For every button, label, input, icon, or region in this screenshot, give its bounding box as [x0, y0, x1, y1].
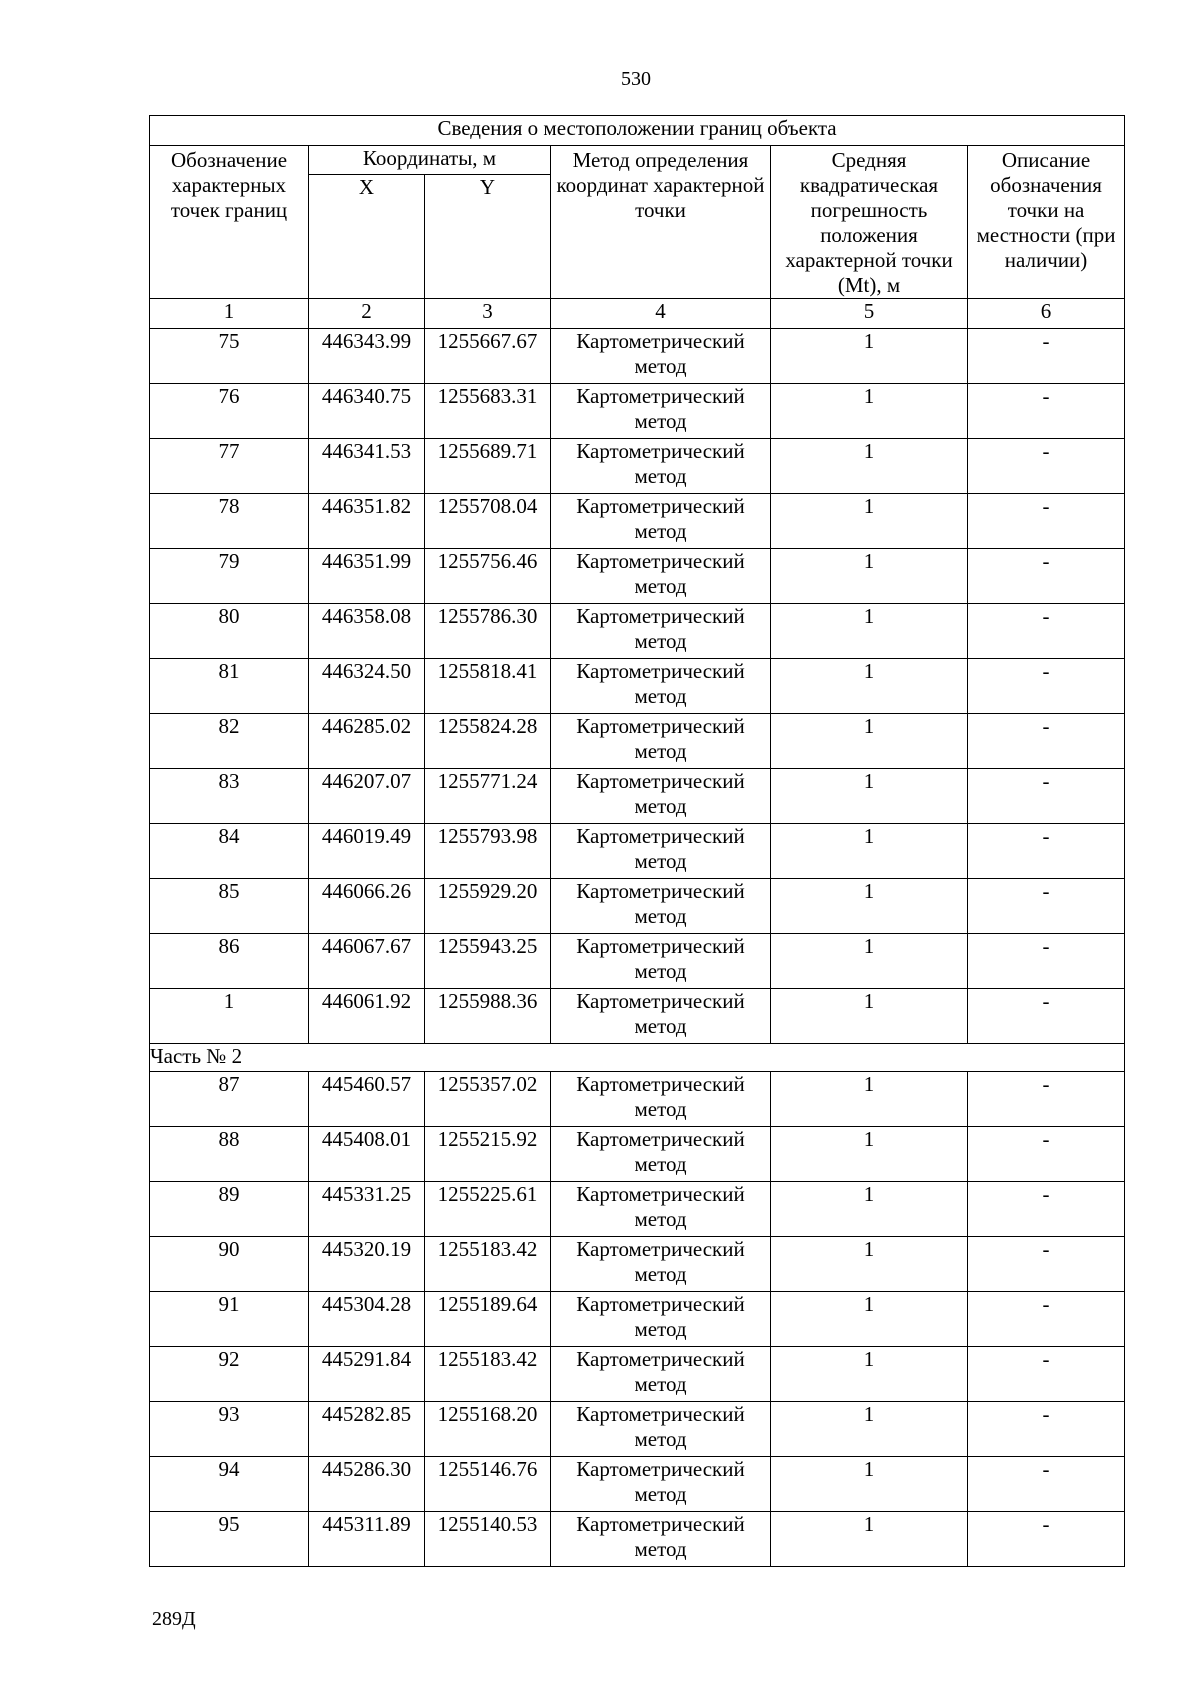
part-label-row: [150, 1044, 1125, 1072]
description-cell: -: [968, 659, 1125, 714]
point-id-cell: 88: [150, 1127, 309, 1182]
method-cell: Картометрический метод: [551, 989, 771, 1044]
table-row: [150, 494, 1125, 549]
point-id-cell: 82: [150, 714, 309, 769]
table-row: [150, 384, 1125, 439]
method-cell: Картометрический метод: [551, 1457, 771, 1512]
description-cell: -: [968, 714, 1125, 769]
table-row: [150, 1347, 1125, 1402]
mean-error-cell: 1: [771, 384, 968, 439]
description-cell: -: [968, 604, 1125, 659]
point-id-cell: 90: [150, 1237, 309, 1292]
x-coordinate-cell: 445282.85: [309, 1402, 425, 1457]
method-cell: Картометрический метод: [551, 329, 771, 384]
y-coordinate-cell: 1255824.28: [425, 714, 551, 769]
x-coordinate-cell: 446019.49: [309, 824, 425, 879]
description-cell: -: [968, 384, 1125, 439]
point-id-cell: 92: [150, 1347, 309, 1402]
description-cell: -: [968, 1237, 1125, 1292]
x-coordinate-cell: 446285.02: [309, 714, 425, 769]
mean-error-cell: 1: [771, 879, 968, 934]
table-row: [150, 714, 1125, 769]
method-cell: Картометрический метод: [551, 1292, 771, 1347]
table-title-row: [150, 116, 1125, 146]
table-row: [150, 1127, 1125, 1182]
x-coordinate-cell: 446358.08: [309, 604, 425, 659]
x-coordinate-cell: 445460.57: [309, 1072, 425, 1127]
mean-error-cell: 1: [771, 714, 968, 769]
description-cell: -: [968, 549, 1125, 604]
boundary-table: [149, 115, 1125, 1567]
x-coordinate-cell: 445304.28: [309, 1292, 425, 1347]
column-number: 1: [150, 299, 309, 329]
table-row: [150, 659, 1125, 714]
x-coordinate-cell: 445311.89: [309, 1512, 425, 1567]
method-cell: Картометрический метод: [551, 1237, 771, 1292]
table-row: [150, 1072, 1125, 1127]
table-title: Сведения о местоположении границ объекта: [150, 116, 1125, 146]
description-cell: -: [968, 1512, 1125, 1567]
header-y: Y: [425, 175, 551, 299]
point-id-cell: 87: [150, 1072, 309, 1127]
point-id-cell: 93: [150, 1402, 309, 1457]
table-row: [150, 934, 1125, 989]
point-id-cell: 89: [150, 1182, 309, 1237]
point-id-cell: 84: [150, 824, 309, 879]
header-description: Описание обозначения точки на местности (при наличии): [968, 146, 1125, 299]
y-coordinate-cell: 1255756.46: [425, 549, 551, 604]
mean-error-cell: 1: [771, 1237, 968, 1292]
part-label: Часть № 2: [150, 1044, 1125, 1072]
y-coordinate-cell: 1255225.61: [425, 1182, 551, 1237]
y-coordinate-cell: 1255818.41: [425, 659, 551, 714]
column-number-row: [150, 299, 1125, 329]
header-mean-error: Средняя квадратическая погрешность положения характерной точки (Mt), м: [771, 146, 968, 299]
mean-error-cell: 1: [771, 439, 968, 494]
description-cell: -: [968, 769, 1125, 824]
x-coordinate-cell: 445320.19: [309, 1237, 425, 1292]
table-row: [150, 439, 1125, 494]
page-number: 530: [621, 68, 651, 90]
description-cell: -: [968, 989, 1125, 1044]
point-id-cell: 94: [150, 1457, 309, 1512]
description-cell: -: [968, 1457, 1125, 1512]
method-cell: Картометрический метод: [551, 604, 771, 659]
point-id-cell: 91: [150, 1292, 309, 1347]
description-cell: -: [968, 1127, 1125, 1182]
column-number: 3: [425, 299, 551, 329]
description-cell: -: [968, 1292, 1125, 1347]
mean-error-cell: 1: [771, 659, 968, 714]
y-coordinate-cell: 1255140.53: [425, 1512, 551, 1567]
method-cell: Картометрический метод: [551, 1182, 771, 1237]
y-coordinate-cell: 1255183.42: [425, 1347, 551, 1402]
header-method: Метод определения координат характерной точки: [551, 146, 771, 299]
description-cell: -: [968, 824, 1125, 879]
x-coordinate-cell: 446324.50: [309, 659, 425, 714]
point-id-cell: 79: [150, 549, 309, 604]
table-row: [150, 1402, 1125, 1457]
mean-error-cell: 1: [771, 494, 968, 549]
mean-error-cell: 1: [771, 1072, 968, 1127]
point-id-cell: 1: [150, 989, 309, 1044]
description-cell: -: [968, 1347, 1125, 1402]
point-id-cell: 95: [150, 1512, 309, 1567]
mean-error-cell: 1: [771, 1457, 968, 1512]
y-coordinate-cell: 1255708.04: [425, 494, 551, 549]
x-coordinate-cell: 445408.01: [309, 1127, 425, 1182]
column-number: 4: [551, 299, 771, 329]
method-cell: Картометрический метод: [551, 1072, 771, 1127]
x-coordinate-cell: 445286.30: [309, 1457, 425, 1512]
x-coordinate-cell: 445291.84: [309, 1347, 425, 1402]
column-number: 2: [309, 299, 425, 329]
table-row: [150, 824, 1125, 879]
table-row: [150, 1292, 1125, 1347]
mean-error-cell: 1: [771, 989, 968, 1044]
y-coordinate-cell: 1255146.76: [425, 1457, 551, 1512]
description-cell: -: [968, 1072, 1125, 1127]
point-id-cell: 85: [150, 879, 309, 934]
table-row: [150, 1512, 1125, 1567]
y-coordinate-cell: 1255683.31: [425, 384, 551, 439]
method-cell: Картометрический метод: [551, 769, 771, 824]
table-row: [150, 329, 1125, 384]
table-row: [150, 1182, 1125, 1237]
point-id-cell: 77: [150, 439, 309, 494]
footer-code: 289Д: [152, 1608, 196, 1630]
header-x: X: [309, 175, 425, 299]
y-coordinate-cell: 1255667.67: [425, 329, 551, 384]
method-cell: Картометрический метод: [551, 1347, 771, 1402]
x-coordinate-cell: 446351.99: [309, 549, 425, 604]
y-coordinate-cell: 1255183.42: [425, 1237, 551, 1292]
point-id-cell: 83: [150, 769, 309, 824]
y-coordinate-cell: 1255793.98: [425, 824, 551, 879]
y-coordinate-cell: 1255943.25: [425, 934, 551, 989]
point-id-cell: 76: [150, 384, 309, 439]
mean-error-cell: 1: [771, 1512, 968, 1567]
description-cell: -: [968, 329, 1125, 384]
mean-error-cell: 1: [771, 1127, 968, 1182]
method-cell: Картометрический метод: [551, 659, 771, 714]
mean-error-cell: 1: [771, 549, 968, 604]
table-row: [150, 879, 1125, 934]
x-coordinate-cell: 446343.99: [309, 329, 425, 384]
mean-error-cell: 1: [771, 934, 968, 989]
table-row: [150, 769, 1125, 824]
description-cell: -: [968, 1182, 1125, 1237]
table-row: [150, 989, 1125, 1044]
mean-error-cell: 1: [771, 1347, 968, 1402]
mean-error-cell: 1: [771, 329, 968, 384]
mean-error-cell: 1: [771, 1182, 968, 1237]
y-coordinate-cell: 1255357.02: [425, 1072, 551, 1127]
x-coordinate-cell: 445331.25: [309, 1182, 425, 1237]
method-cell: Картометрический метод: [551, 384, 771, 439]
table-row: [150, 549, 1125, 604]
x-coordinate-cell: 446067.67: [309, 934, 425, 989]
x-coordinate-cell: 446066.26: [309, 879, 425, 934]
y-coordinate-cell: 1255215.92: [425, 1127, 551, 1182]
mean-error-cell: 1: [771, 824, 968, 879]
method-cell: Картометрический метод: [551, 439, 771, 494]
y-coordinate-cell: 1255689.71: [425, 439, 551, 494]
x-coordinate-cell: 446207.07: [309, 769, 425, 824]
column-number: 6: [968, 299, 1125, 329]
y-coordinate-cell: 1255929.20: [425, 879, 551, 934]
mean-error-cell: 1: [771, 769, 968, 824]
point-id-cell: 75: [150, 329, 309, 384]
point-id-cell: 86: [150, 934, 309, 989]
method-cell: Картометрический метод: [551, 1402, 771, 1457]
description-cell: -: [968, 439, 1125, 494]
point-id-cell: 81: [150, 659, 309, 714]
y-coordinate-cell: 1255189.64: [425, 1292, 551, 1347]
column-number: 5: [771, 299, 968, 329]
description-cell: -: [968, 879, 1125, 934]
header-coordinates: Координаты, м: [309, 146, 551, 175]
x-coordinate-cell: 446351.82: [309, 494, 425, 549]
header-point-designation: Обозначение характерных точек границ: [150, 146, 309, 299]
point-id-cell: 78: [150, 494, 309, 549]
table-row: [150, 1457, 1125, 1512]
method-cell: Картометрический метод: [551, 824, 771, 879]
method-cell: Картометрический метод: [551, 1512, 771, 1567]
x-coordinate-cell: 446340.75: [309, 384, 425, 439]
method-cell: Картометрический метод: [551, 494, 771, 549]
description-cell: -: [968, 494, 1125, 549]
method-cell: Картометрический метод: [551, 549, 771, 604]
description-cell: -: [968, 1402, 1125, 1457]
y-coordinate-cell: 1255988.36: [425, 989, 551, 1044]
mean-error-cell: 1: [771, 604, 968, 659]
y-coordinate-cell: 1255771.24: [425, 769, 551, 824]
point-id-cell: 80: [150, 604, 309, 659]
method-cell: Картометрический метод: [551, 934, 771, 989]
y-coordinate-cell: 1255168.20: [425, 1402, 551, 1457]
method-cell: Картометрический метод: [551, 1127, 771, 1182]
y-coordinate-cell: 1255786.30: [425, 604, 551, 659]
method-cell: Картометрический метод: [551, 714, 771, 769]
x-coordinate-cell: 446341.53: [309, 439, 425, 494]
header-row: [150, 146, 1125, 175]
x-coordinate-cell: 446061.92: [309, 989, 425, 1044]
table-row: [150, 1237, 1125, 1292]
method-cell: Картометрический метод: [551, 879, 771, 934]
mean-error-cell: 1: [771, 1402, 968, 1457]
table-row: [150, 604, 1125, 659]
description-cell: -: [968, 934, 1125, 989]
mean-error-cell: 1: [771, 1292, 968, 1347]
